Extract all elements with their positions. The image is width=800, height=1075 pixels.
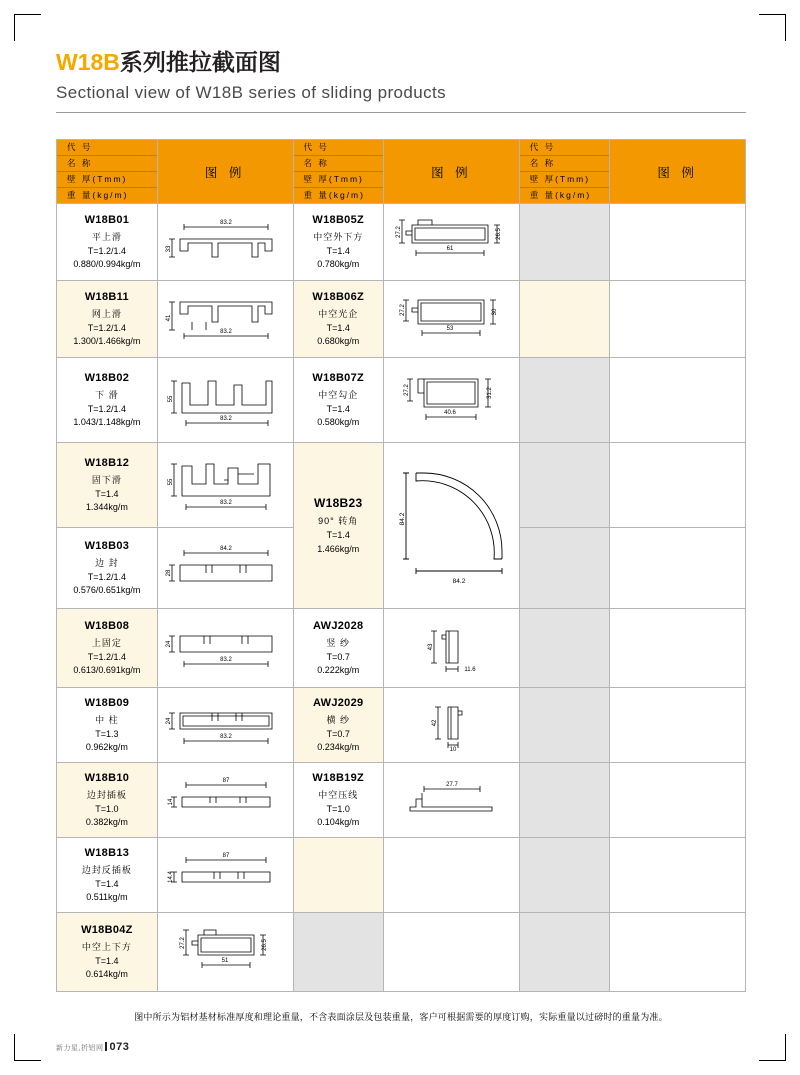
table-row: [57, 204, 746, 281]
dimension-label: 27.7: [446, 782, 459, 788]
profile-drawing: [157, 609, 293, 688]
profile-drawing: [157, 358, 293, 443]
table-row: [57, 443, 746, 528]
empty-info-cell: [293, 913, 383, 992]
dimension-label: 30: [492, 308, 499, 316]
profile-code: W18B01: [84, 213, 130, 226]
profile-code: W18B11: [84, 290, 129, 303]
crop-mark-bottom-right: [759, 1034, 786, 1061]
empty-info-cell: [519, 838, 609, 913]
profile-thickness: T=1.4: [326, 245, 350, 256]
profile-weight: 1.043/1.148kg/m: [73, 417, 141, 428]
profile-thickness: T=1.0: [326, 803, 350, 814]
profile-weight: 0.880/0.994kg/m: [73, 259, 141, 270]
profile-code: W18B12: [84, 456, 130, 469]
dimension-label: 26.5: [262, 939, 269, 951]
empty-drawing-cell: [383, 913, 519, 992]
profile-weight: 0.680kg/m: [317, 336, 360, 347]
profile-info-cell: [57, 609, 158, 688]
dimension-label: 83.2: [220, 500, 232, 506]
profile-code: W18B19Z: [312, 771, 365, 784]
profile-code: W18B06Z: [312, 290, 365, 303]
dimension-label: 27.2: [180, 937, 187, 949]
dimension-label: 40.6: [444, 410, 457, 416]
profile-drawing: [383, 688, 519, 763]
dimension-label: 55: [168, 478, 175, 486]
profile-info-cell: [57, 281, 158, 358]
profile-code: W18B10: [84, 771, 130, 784]
profile-thickness: T=1.4: [95, 488, 119, 499]
profile-thickness: T=1.2/1.4: [87, 651, 127, 662]
profile-drawing: [383, 204, 519, 281]
header-weight-2: 重 量(kg/m): [303, 190, 365, 200]
profile-name: 90° 转角: [318, 515, 359, 526]
empty-info-cell: [519, 443, 609, 528]
profile-info-cell: [57, 763, 158, 838]
profile-name: 中 柱: [95, 714, 119, 725]
empty-info-cell: [293, 838, 383, 913]
sections-table: [56, 139, 746, 992]
profile-thickness: T=1.2/1.4: [87, 322, 127, 333]
profile-code: W18B02: [84, 371, 130, 384]
table-row: [57, 358, 746, 443]
profile-thickness: T=1.4: [326, 529, 350, 540]
profile-code: W18B23: [313, 496, 363, 511]
profile-info-cell: [293, 688, 383, 763]
profile-name: 上固定: [91, 637, 122, 648]
profile-weight: 1.466kg/m: [317, 543, 360, 554]
profile-drawing: [383, 358, 519, 443]
profile-thickness: T=1.4: [326, 322, 350, 333]
dimension-label: 83.2: [220, 329, 232, 335]
profile-info-cell: [293, 204, 383, 281]
profile-thickness: T=1.4: [95, 878, 119, 889]
title-series-code: W18B: [56, 49, 120, 75]
profile-name: 中空外下方: [313, 231, 364, 242]
profile-drawing: [157, 204, 293, 281]
empty-info-cell: [519, 281, 609, 358]
page-number: 073: [109, 1041, 130, 1053]
dimension-label: 14: [168, 798, 175, 806]
empty-drawing-cell: [610, 528, 746, 609]
dimension-label: 83.2: [220, 657, 232, 663]
empty-drawing-cell: [610, 763, 746, 838]
page-title-block: [56, 44, 746, 103]
header-weight-3: 重 量(kg/m): [529, 190, 592, 200]
dimension-label: 42: [432, 719, 439, 727]
empty-drawing-cell: [610, 281, 746, 358]
profile-info-cell: [57, 358, 158, 443]
dimension-label: 83.2: [220, 220, 232, 226]
profile-weight: 0.613/0.691kg/m: [73, 665, 141, 676]
crop-mark-bottom-left: [14, 1034, 41, 1061]
profile-drawing: [157, 688, 293, 763]
profile-info-cell: [57, 838, 158, 913]
dimension-label: 27.2: [404, 384, 411, 396]
footer-note: 图中所示为铝材基材标准厚度和理论重量，不含表面涂层及包装重量，客户可根据需要的厚度订购，实际重量以过磅时的重量为准。: [134, 1012, 668, 1022]
footer-bar: [105, 1042, 107, 1051]
dimension-label: 87: [222, 853, 230, 859]
dimension-label: 84.2: [453, 577, 466, 585]
profile-code: AWJ2029: [313, 696, 364, 709]
header-name-2: 名 称: [294, 156, 383, 172]
empty-drawing-cell: [610, 913, 746, 992]
profile-drawing: [383, 281, 519, 358]
profile-weight: 0.576/0.651kg/m: [73, 585, 141, 596]
profile-name: 边封反插板: [81, 864, 132, 875]
profile-drawing: [157, 528, 293, 609]
empty-drawing-cell: [610, 838, 746, 913]
crop-mark-top-left: [14, 14, 41, 41]
header-code-2: 代 号: [294, 140, 383, 156]
profile-thickness: T=1.2/1.4: [87, 245, 127, 256]
profile-name: 边 封: [95, 557, 119, 568]
empty-drawing-cell: [383, 838, 519, 913]
profile-drawing: [157, 913, 293, 992]
table-row: [57, 913, 746, 992]
header-name-3: 名 称: [520, 156, 609, 172]
empty-drawing-cell: [610, 609, 746, 688]
profile-weight: 0.104kg/m: [317, 817, 360, 828]
profile-info-cell: [57, 913, 158, 992]
profile-weight: 0.222kg/m: [317, 665, 360, 676]
table-row: [57, 838, 746, 913]
profile-weight: 0.580kg/m: [317, 417, 360, 428]
dimension-label: 84.2: [399, 512, 407, 525]
dimension-label: 10: [450, 747, 457, 753]
crop-mark-top-right: [759, 14, 786, 41]
empty-info-cell: [519, 358, 609, 443]
profile-weight: 0.234kg/m: [317, 742, 360, 753]
empty-info-cell: [519, 204, 609, 281]
dimension-label: 83.2: [220, 734, 232, 740]
profile-name: 中空上下方: [81, 941, 132, 952]
table-row: [57, 688, 746, 763]
profile-info-cell: [57, 688, 158, 763]
profile-name: 边封插板: [86, 789, 127, 800]
profile-name: 中空勾企: [318, 389, 359, 400]
empty-info-cell: [519, 609, 609, 688]
profile-drawing: [383, 609, 519, 688]
dimension-label: 31.2: [487, 387, 494, 399]
profile-thickness: T=1.4: [326, 403, 350, 414]
dimension-label: 28: [166, 569, 173, 577]
header-labels-3: [519, 140, 609, 204]
dimension-label: 11.6: [464, 667, 476, 673]
profile-weight: 0.382kg/m: [85, 817, 128, 828]
profile-name: 平上滑: [91, 231, 122, 242]
header-name-1: 名 称: [57, 156, 157, 172]
profile-info-cell: [57, 528, 158, 609]
header-legend-3: 图 例: [610, 140, 746, 204]
profile-name: 下 滑: [95, 389, 119, 400]
empty-info-cell: [519, 913, 609, 992]
table-row: [57, 609, 746, 688]
profile-drawing: [157, 281, 293, 358]
header-thickness-1: 壁 厚(Tmm): [57, 172, 157, 188]
profile-code: W18B07Z: [312, 371, 365, 384]
profile-info-cell: [293, 609, 383, 688]
profile-code: AWJ2028: [313, 619, 364, 632]
page-footer: [56, 1041, 129, 1053]
dimension-label: 55: [168, 395, 175, 403]
title-divider: [56, 112, 746, 113]
dimension-label: 53: [447, 326, 454, 332]
profile-thickness: T=0.7: [326, 728, 350, 739]
profile-weight: 0.511kg/m: [86, 892, 128, 903]
empty-drawing-cell: [610, 204, 746, 281]
profile-thickness: T=1.2/1.4: [87, 403, 127, 414]
empty-drawing-cell: [610, 358, 746, 443]
profile-name: 网上滑: [91, 308, 122, 319]
header-labels-2: [293, 140, 383, 204]
dimension-label: 84.2: [220, 546, 232, 552]
dimension-label: 43: [428, 643, 435, 651]
profile-thickness: T=1.4: [95, 955, 119, 966]
page-title: [56, 44, 746, 77]
table-row: [57, 763, 746, 838]
profile-code: W18B09: [84, 696, 130, 709]
dimension-label: 83.2: [220, 416, 232, 422]
header-thickness-3: 壁 厚(Tmm): [520, 172, 609, 188]
header-thickness-2: 壁 厚(Tmm): [294, 172, 383, 188]
profile-code: W18B08: [84, 619, 130, 632]
profile-drawing: [157, 443, 293, 528]
dimension-label: 14.4: [168, 871, 175, 883]
empty-info-cell: [519, 688, 609, 763]
profile-name: 横 纱: [326, 714, 350, 725]
empty-drawing-cell: [610, 443, 746, 528]
profile-drawing: [383, 763, 519, 838]
page-subtitle: Sectional view of W18B series of sliding products: [56, 83, 446, 102]
profile-info-cell: [293, 443, 383, 609]
profile-thickness: T=1.3: [95, 728, 119, 739]
profile-weight: 0.962kg/m: [85, 742, 128, 753]
profile-weight: 0.780kg/m: [317, 259, 360, 270]
profile-thickness: T=1.2/1.4: [87, 571, 127, 582]
profile-info-cell: [57, 204, 158, 281]
profile-code: W18B03: [84, 539, 130, 552]
dimension-label: 26.5: [496, 228, 503, 240]
header-labels-1: [57, 140, 158, 204]
profile-code: W18B04Z: [81, 923, 133, 936]
dimension-label: 51: [221, 958, 229, 964]
profile-info-cell: [293, 358, 383, 443]
header-code-1: 代 号: [57, 140, 157, 156]
profile-drawing: [383, 443, 519, 609]
profile-info-cell: [293, 281, 383, 358]
profile-code: W18B13: [84, 846, 130, 859]
profile-name: 中空压线: [318, 789, 359, 800]
header-legend-2: 图 例: [383, 140, 519, 204]
dimension-label: 24: [166, 640, 173, 648]
table-row: [57, 281, 746, 358]
header-code-3: 代 号: [520, 140, 609, 156]
empty-drawing-cell: [610, 688, 746, 763]
profile-drawing: [157, 763, 293, 838]
profile-weight: 1.300/1.466kg/m: [73, 336, 141, 347]
profile-info-cell: [293, 763, 383, 838]
dimension-label: 61: [447, 246, 454, 252]
header-legend-1: 图 例: [157, 140, 293, 204]
header-weight-1: 重 量(kg/m): [67, 190, 129, 200]
dimension-label: 27.2: [400, 304, 407, 316]
profile-thickness: T=0.7: [326, 651, 350, 662]
empty-info-cell: [519, 528, 609, 609]
dimension-label: 27.2: [396, 226, 403, 238]
profile-name: 竖 纱: [326, 637, 350, 648]
profile-name: 固下滑: [91, 474, 122, 485]
dimension-label: 24: [166, 717, 173, 725]
dimension-label: 87: [222, 778, 230, 784]
profile-info-cell: [57, 443, 158, 528]
profile-code: W18B05Z: [312, 213, 365, 226]
profile-name: 中空光企: [318, 308, 359, 319]
title-text: 系列推拉截面图: [119, 49, 281, 75]
table-header-row: [57, 140, 746, 204]
dimension-label: 41: [166, 314, 173, 322]
empty-info-cell: [519, 763, 609, 838]
footer-brand: 新力星,折铝网: [56, 1045, 104, 1052]
dimension-label: 33: [166, 245, 173, 253]
profile-weight: 1.344kg/m: [85, 502, 128, 513]
profile-thickness: T=1.0: [95, 803, 119, 814]
profile-drawing: [157, 838, 293, 913]
profile-weight: 0.614kg/m: [85, 969, 128, 980]
